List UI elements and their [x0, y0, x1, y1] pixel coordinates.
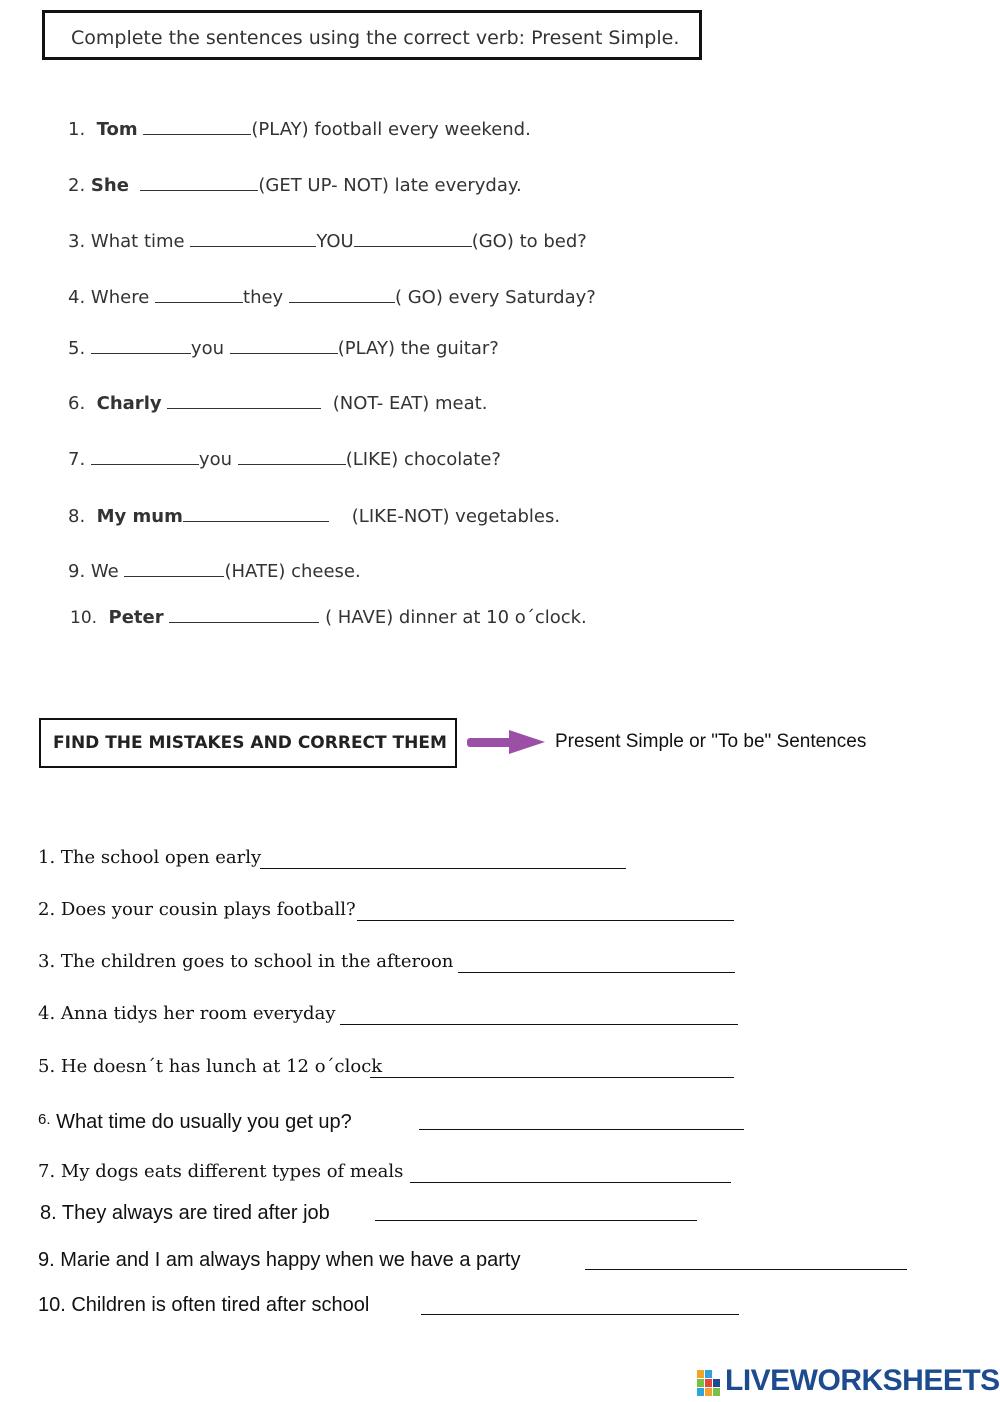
- arrow-head: [509, 730, 545, 754]
- answer-blank[interactable]: [230, 337, 338, 354]
- exercise1-item-4: 4. Where they ( GO) every Saturday?: [68, 287, 596, 308]
- arrow-right-icon: [465, 729, 547, 755]
- instruction-box-present-simple: [42, 10, 702, 60]
- exercise1-item-1: 1. Tom (PLAY) football every weekend.: [68, 119, 531, 140]
- exercise2-item-9: 9. Marie and I am always happy when we have a party: [38, 1249, 521, 1271]
- exercise1-item-7: 7. you (LIKE) chocolate?: [68, 449, 501, 470]
- find-mistakes-title: FIND THE MISTAKES AND CORRECT THEM: [53, 733, 447, 753]
- answer-line[interactable]: [375, 1220, 697, 1221]
- answer-blank[interactable]: [167, 392, 321, 409]
- exercise1-item-5: 5. you (PLAY) the guitar?: [68, 338, 499, 359]
- answer-blank[interactable]: [354, 230, 472, 247]
- find-mistakes-subtitle: Present Simple or "To be" Sentences: [555, 731, 867, 752]
- answer-line[interactable]: [410, 1182, 731, 1183]
- exercise1-item-8: 8. My mum (LIKE-NOT) vegetables.: [68, 506, 561, 527]
- exercise2-item-2: 2. Does your cousin plays football?: [38, 899, 356, 920]
- answer-blank[interactable]: [91, 448, 199, 465]
- answer-line[interactable]: [357, 920, 734, 921]
- answer-line[interactable]: [421, 1314, 739, 1315]
- answer-blank[interactable]: [190, 230, 316, 247]
- answer-line[interactable]: [370, 1077, 734, 1078]
- answer-line[interactable]: [260, 868, 626, 869]
- exercise1-item-10: 10. Peter ( HAVE) dinner at 10 o´clock.: [70, 607, 587, 628]
- answer-blank[interactable]: [238, 448, 346, 465]
- exercise2-item-7: 7. My dogs eats different types of meals: [38, 1161, 404, 1182]
- answer-line[interactable]: [458, 972, 735, 973]
- answer-line[interactable]: [585, 1269, 907, 1270]
- exercise2-item-8: 8. They always are tired after job: [40, 1202, 330, 1224]
- exercise1-item-3: 3. What time YOU (GO) to bed?: [68, 231, 587, 252]
- answer-blank[interactable]: [143, 118, 251, 135]
- answer-blank[interactable]: [124, 560, 224, 577]
- find-mistakes-box: [39, 718, 457, 768]
- answer-blank[interactable]: [289, 286, 395, 303]
- answer-line[interactable]: [340, 1024, 738, 1025]
- brand-name: LIVEWORKSHEETS: [725, 1364, 1000, 1397]
- liveworksheets-logo[interactable]: [697, 1364, 1000, 1398]
- exercise1-item-9: 9. We (HATE) cheese.: [68, 561, 361, 582]
- exercise2-item-3: 3. The children goes to school in the afteroon: [38, 951, 454, 972]
- exercise1-item-2: 2. She (GET UP- NOT) late everyday.: [68, 175, 522, 196]
- exercise1-item-6: 6. Charly (NOT- EAT) meat.: [68, 393, 488, 414]
- exercise2-item-4: 4. Anna tidys her room everyday: [38, 1003, 336, 1024]
- exercise2-item-10: 10. Children is often tired after school: [38, 1294, 370, 1316]
- answer-blank[interactable]: [155, 286, 243, 303]
- exercise2-item-1: 1. The school open early: [38, 847, 262, 868]
- logo-tiles-icon: [697, 1370, 721, 1396]
- answer-blank[interactable]: [183, 505, 329, 522]
- exercise2-item-5: 5. He doesn´t has lunch at 12 o´clock: [38, 1056, 383, 1077]
- answer-blank[interactable]: [169, 606, 319, 623]
- answer-blank[interactable]: [140, 174, 258, 191]
- exercise2-item-6: $^{6.}$ What time do usually you get up?: [38, 1111, 352, 1133]
- answer-line[interactable]: [419, 1129, 744, 1130]
- arrow-shaft: [467, 738, 513, 747]
- instruction-text: Complete the sentences using the correct verb: Present Simple.: [71, 27, 680, 49]
- answer-blank[interactable]: [91, 337, 191, 354]
